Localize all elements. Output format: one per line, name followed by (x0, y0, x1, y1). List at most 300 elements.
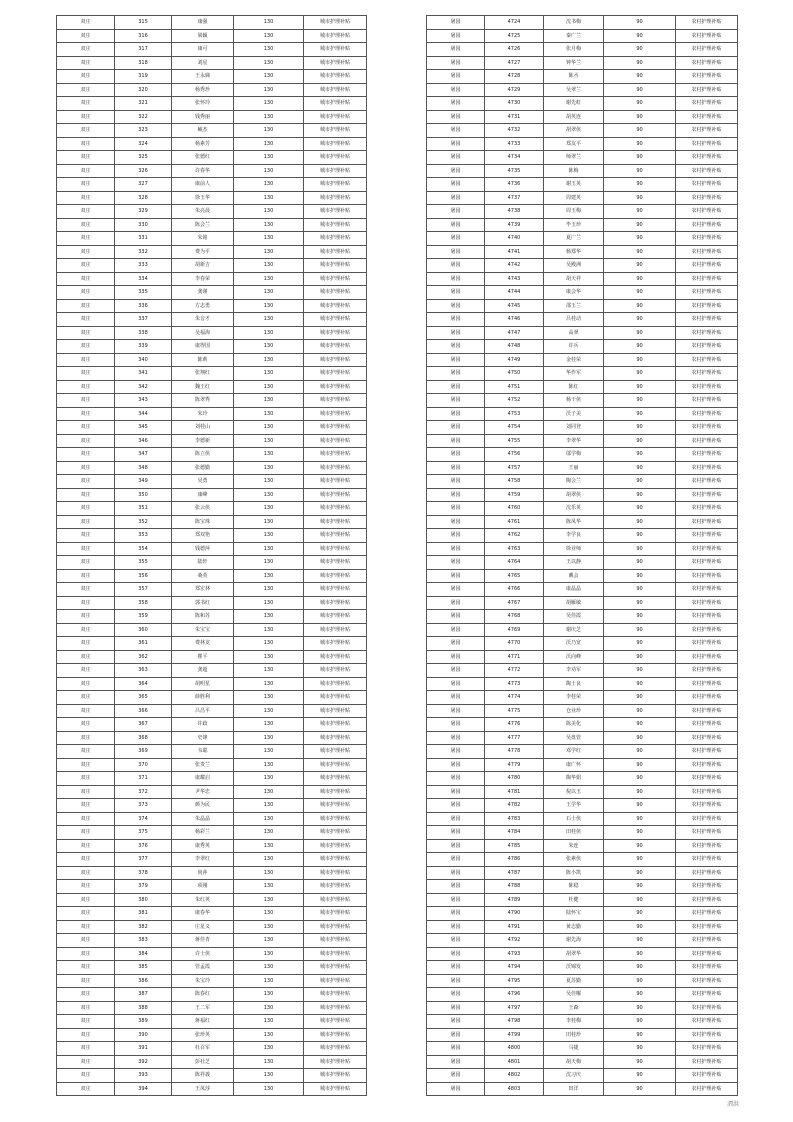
name-cell: 许政 (172, 718, 234, 732)
town-cell: 双庄 (57, 461, 115, 475)
town-cell: 屠园 (427, 650, 485, 664)
serial-cell: 4783 (485, 812, 544, 826)
amount-cell: 90 (604, 961, 676, 975)
town-cell: 双庄 (57, 610, 115, 624)
table-row (57, 637, 367, 651)
type-cell: 农村护理补贴 (676, 380, 738, 394)
type-cell: 农村护理补贴 (676, 421, 738, 435)
table-row (57, 191, 367, 205)
serial-cell: 4764 (485, 556, 544, 570)
type-cell: 农村护理补贴 (676, 502, 738, 516)
name-cell: 胡雁敏 (544, 596, 604, 610)
table-row (57, 218, 367, 232)
serial-cell: 4729 (485, 83, 544, 97)
serial-cell: 4727 (485, 56, 544, 70)
serial-cell: 4775 (485, 704, 544, 718)
name-cell: 钟华兰 (544, 56, 604, 70)
table-row (427, 664, 738, 678)
table-row (427, 677, 738, 691)
town-cell: 双庄 (57, 421, 115, 435)
table-row (57, 380, 367, 394)
serial-cell: 363 (115, 664, 172, 678)
type-cell: 城市护理补贴 (304, 367, 367, 381)
amount-cell: 130 (234, 623, 304, 637)
type-cell: 农村护理补贴 (676, 758, 738, 772)
table-row (57, 1069, 367, 1083)
town-cell: 屠园 (427, 97, 485, 111)
type-cell: 城市护理补贴 (304, 515, 367, 529)
type-cell: 城市护理补贴 (304, 1028, 367, 1042)
serial-cell: 4790 (485, 907, 544, 921)
table-row (427, 97, 738, 111)
table-row (427, 1028, 738, 1042)
table-row (427, 178, 738, 192)
serial-cell: 4745 (485, 299, 544, 313)
amount-cell: 90 (604, 380, 676, 394)
serial-cell: 350 (115, 488, 172, 502)
right-table-body (427, 16, 738, 1096)
town-cell: 双庄 (57, 691, 115, 705)
table-row (427, 394, 738, 408)
table-row (427, 83, 738, 97)
type-cell: 城市护理补贴 (304, 974, 367, 988)
town-cell: 屠园 (427, 785, 485, 799)
name-cell: 朱亮晨 (172, 205, 234, 219)
table-row (57, 1055, 367, 1069)
type-cell: 城市护理补贴 (304, 502, 367, 516)
table-row (57, 893, 367, 907)
type-cell: 农村护理补贴 (676, 947, 738, 961)
serial-cell: 4731 (485, 110, 544, 124)
amount-cell: 90 (604, 29, 676, 43)
type-cell: 农村护理补贴 (676, 799, 738, 813)
serial-cell: 4757 (485, 461, 544, 475)
table-row (427, 272, 738, 286)
name-cell: 陈和苏 (172, 610, 234, 624)
serial-cell: 4796 (485, 988, 544, 1002)
serial-cell: 4786 (485, 853, 544, 867)
table-row (57, 1001, 367, 1015)
town-cell: 双庄 (57, 70, 115, 84)
table-row (57, 326, 367, 340)
serial-cell: 4728 (485, 70, 544, 84)
type-cell: 农村护理补贴 (676, 272, 738, 286)
name-cell: 桑英 (172, 569, 234, 583)
amount-cell: 90 (604, 1015, 676, 1029)
type-cell: 城市护理补贴 (304, 907, 367, 921)
table-row (57, 488, 367, 502)
table-row (57, 610, 367, 624)
town-cell: 双庄 (57, 340, 115, 354)
amount-cell: 90 (604, 623, 676, 637)
name-cell: 沃锦发 (544, 961, 604, 975)
table-row (427, 988, 738, 1002)
name-cell: 梁颖 (172, 29, 234, 43)
serial-cell: 332 (115, 245, 172, 259)
serial-cell: 4760 (485, 502, 544, 516)
left-subsidy-table (56, 15, 367, 1096)
town-cell: 屠园 (427, 1015, 485, 1029)
serial-cell: 4768 (485, 610, 544, 624)
name-cell: 张翔红 (172, 367, 234, 381)
table-row (57, 785, 367, 799)
name-cell: 许兵 (544, 340, 604, 354)
town-cell: 屠园 (427, 920, 485, 934)
table-row (427, 191, 738, 205)
amount-cell: 130 (234, 556, 304, 570)
serial-cell: 345 (115, 421, 172, 435)
table-row (427, 461, 738, 475)
table-row (427, 164, 738, 178)
serial-cell: 4753 (485, 407, 544, 421)
town-cell: 屠园 (427, 718, 485, 732)
amount-cell: 90 (604, 515, 676, 529)
amount-cell: 130 (234, 839, 304, 853)
amount-cell: 130 (234, 272, 304, 286)
town-cell: 屠园 (427, 583, 485, 597)
type-cell: 农村护理补贴 (676, 137, 738, 151)
amount-cell: 130 (234, 934, 304, 948)
town-cell: 屠园 (427, 259, 485, 273)
name-cell: 陶会兰 (544, 475, 604, 489)
serial-cell: 4779 (485, 758, 544, 772)
type-cell: 城市护理补贴 (304, 70, 367, 84)
amount-cell: 130 (234, 394, 304, 408)
serial-cell: 351 (115, 502, 172, 516)
amount-cell: 130 (234, 542, 304, 556)
town-cell: 屠园 (427, 16, 485, 30)
type-cell: 农村护理补贴 (676, 97, 738, 111)
town-cell: 屠园 (427, 1082, 485, 1096)
town-cell: 屠园 (427, 164, 485, 178)
type-cell: 城市护理补贴 (304, 313, 367, 327)
table-row (57, 920, 367, 934)
table-row (57, 70, 367, 84)
name-cell: 康会华 (544, 286, 604, 300)
name-cell: 朱红英 (172, 893, 234, 907)
type-cell: 城市护理补贴 (304, 556, 367, 570)
amount-cell: 130 (234, 1082, 304, 1096)
serial-cell: 365 (115, 691, 172, 705)
amount-cell: 130 (234, 353, 304, 367)
name-cell: 蒋佳青 (172, 934, 234, 948)
serial-cell: 335 (115, 286, 172, 300)
town-cell: 屠园 (427, 178, 485, 192)
town-cell: 双庄 (57, 353, 115, 367)
type-cell: 城市护理补贴 (304, 799, 367, 813)
table-row (427, 515, 738, 529)
amount-cell: 130 (234, 218, 304, 232)
type-cell: 农村护理补贴 (676, 718, 738, 732)
type-cell: 农村护理补贴 (676, 151, 738, 165)
name-cell: 胡明星 (172, 677, 234, 691)
town-cell: 双庄 (57, 110, 115, 124)
amount-cell: 90 (604, 920, 676, 934)
town-cell: 屠园 (427, 43, 485, 57)
table-row (57, 205, 367, 219)
amount-cell: 130 (234, 380, 304, 394)
amount-cell: 90 (604, 893, 676, 907)
town-cell: 屠园 (427, 731, 485, 745)
table-row (57, 758, 367, 772)
town-cell: 双庄 (57, 151, 115, 165)
type-cell: 农村护理补贴 (676, 178, 738, 192)
serial-cell: 4737 (485, 191, 544, 205)
type-cell: 城市护理补贴 (304, 1055, 367, 1069)
table-row (57, 623, 367, 637)
type-cell: 城市护理补贴 (304, 124, 367, 138)
town-cell: 屠园 (427, 137, 485, 151)
table-row (427, 799, 738, 813)
type-cell: 城市护理补贴 (304, 1082, 367, 1096)
name-cell: 许士侠 (172, 947, 234, 961)
amount-cell: 90 (604, 245, 676, 259)
name-cell: 朱玲 (172, 407, 234, 421)
type-cell: 农村护理补贴 (676, 110, 738, 124)
serial-cell: 4793 (485, 947, 544, 961)
amount-cell: 130 (234, 1069, 304, 1083)
amount-cell: 130 (234, 83, 304, 97)
type-cell: 城市护理补贴 (304, 745, 367, 759)
type-cell: 城市护理补贴 (304, 1001, 367, 1015)
type-cell: 农村护理补贴 (676, 596, 738, 610)
type-cell: 农村护理补贴 (676, 826, 738, 840)
name-cell: 邵玉兰 (544, 299, 604, 313)
amount-cell: 90 (604, 583, 676, 597)
type-cell: 城市护理补贴 (304, 380, 367, 394)
amount-cell: 90 (604, 988, 676, 1002)
amount-cell: 90 (604, 286, 676, 300)
type-cell: 城市护理补贴 (304, 529, 367, 543)
town-cell: 屠园 (427, 56, 485, 70)
table-row (427, 947, 738, 961)
amount-cell: 130 (234, 731, 304, 745)
amount-cell: 130 (234, 826, 304, 840)
type-cell: 农村护理补贴 (676, 1015, 738, 1029)
name-cell: 彭社芝 (172, 1055, 234, 1069)
amount-cell: 90 (604, 1042, 676, 1056)
table-row (427, 475, 738, 489)
town-cell: 屠园 (427, 772, 485, 786)
type-cell: 城市护理补贴 (304, 272, 367, 286)
serial-cell: 321 (115, 97, 172, 111)
amount-cell: 90 (604, 218, 676, 232)
table-row (57, 529, 367, 543)
town-cell: 屠园 (427, 1042, 485, 1056)
town-cell: 屠园 (427, 502, 485, 516)
serial-cell: 361 (115, 637, 172, 651)
serial-cell: 4797 (485, 1001, 544, 1015)
table-row (427, 205, 738, 219)
type-cell: 农村护理补贴 (676, 232, 738, 246)
type-cell: 农村护理补贴 (676, 988, 738, 1002)
table-row (57, 839, 367, 853)
type-cell: 农村护理补贴 (676, 704, 738, 718)
town-cell: 双庄 (57, 704, 115, 718)
type-cell: 农村护理补贴 (676, 488, 738, 502)
amount-cell: 90 (604, 56, 676, 70)
amount-cell: 90 (604, 785, 676, 799)
name-cell: 陈小凯 (544, 866, 604, 880)
serial-cell: 4756 (485, 448, 544, 462)
type-cell: 城市护理补贴 (304, 340, 367, 354)
serial-cell: 337 (115, 313, 172, 327)
type-cell: 城市护理补贴 (304, 110, 367, 124)
serial-cell: 4747 (485, 326, 544, 340)
amount-cell: 130 (234, 880, 304, 894)
amount-cell: 90 (604, 664, 676, 678)
table-row (57, 353, 367, 367)
type-cell: 农村护理补贴 (676, 610, 738, 624)
table-row (427, 758, 738, 772)
amount-cell: 130 (234, 70, 304, 84)
type-cell: 城市护理补贴 (304, 758, 367, 772)
type-cell: 城市护理补贴 (304, 718, 367, 732)
amount-cell: 130 (234, 569, 304, 583)
serial-cell: 349 (115, 475, 172, 489)
name-cell: 吕昌平 (172, 704, 234, 718)
amount-cell: 90 (604, 326, 676, 340)
town-cell: 双庄 (57, 178, 115, 192)
name-cell: 田桂侠 (544, 826, 604, 840)
amount-cell: 130 (234, 772, 304, 786)
serial-cell: 359 (115, 610, 172, 624)
table-row (427, 502, 738, 516)
town-cell: 屠园 (427, 313, 485, 327)
amount-cell: 90 (604, 839, 676, 853)
amount-cell: 90 (604, 853, 676, 867)
town-cell: 双庄 (57, 299, 115, 313)
name-cell: 朱音才 (172, 313, 234, 327)
name-cell: 谢庆芝 (544, 623, 604, 637)
serial-cell: 340 (115, 353, 172, 367)
table-row (427, 704, 738, 718)
type-cell: 农村护理补贴 (676, 407, 738, 421)
amount-cell: 130 (234, 461, 304, 475)
serial-cell: 371 (115, 772, 172, 786)
serial-cell: 4766 (485, 583, 544, 597)
town-cell: 屠园 (427, 394, 485, 408)
type-cell: 农村护理补贴 (676, 205, 738, 219)
type-cell: 农村护理补贴 (676, 569, 738, 583)
type-cell: 城市护理补贴 (304, 137, 367, 151)
type-cell: 农村护理补贴 (676, 772, 738, 786)
amount-cell: 90 (604, 934, 676, 948)
name-cell: 张怀玲 (172, 97, 234, 111)
serial-cell: 375 (115, 826, 172, 840)
type-cell: 城市护理补贴 (304, 1015, 367, 1029)
table-row (427, 1055, 738, 1069)
type-cell: 城市护理补贴 (304, 650, 367, 664)
table-row (427, 812, 738, 826)
table-row (427, 421, 738, 435)
amount-cell: 130 (234, 475, 304, 489)
type-cell: 农村护理补贴 (676, 866, 738, 880)
name-cell: 邬学梅 (544, 448, 604, 462)
type-cell: 农村护理补贴 (676, 367, 738, 381)
serial-cell: 342 (115, 380, 172, 394)
type-cell: 农村护理补贴 (676, 16, 738, 30)
amount-cell: 90 (604, 407, 676, 421)
serial-cell: 336 (115, 299, 172, 313)
amount-cell: 130 (234, 245, 304, 259)
serial-cell: 4749 (485, 353, 544, 367)
name-cell: 胡翠华 (544, 947, 604, 961)
type-cell: 城市护理补贴 (304, 421, 367, 435)
name-cell: 瞿平 (172, 650, 234, 664)
amount-cell: 90 (604, 745, 676, 759)
type-cell: 农村护理补贴 (676, 326, 738, 340)
table-row (427, 448, 738, 462)
type-cell: 农村护理补贴 (676, 83, 738, 97)
table-row (427, 893, 738, 907)
serial-cell: 317 (115, 43, 172, 57)
amount-cell: 90 (604, 637, 676, 651)
name-cell: 沈书梅 (544, 16, 604, 30)
town-cell: 屠园 (427, 691, 485, 705)
town-cell: 双庄 (57, 637, 115, 651)
serial-cell: 4742 (485, 259, 544, 273)
amount-cell: 130 (234, 326, 304, 340)
serial-cell: 390 (115, 1028, 172, 1042)
serial-cell: 4740 (485, 232, 544, 246)
name-cell: 华作军 (544, 367, 604, 381)
amount-cell: 90 (604, 677, 676, 691)
serial-cell: 4787 (485, 866, 544, 880)
serial-cell: 381 (115, 907, 172, 921)
serial-cell: 394 (115, 1082, 172, 1096)
amount-cell: 130 (234, 434, 304, 448)
town-cell: 双庄 (57, 947, 115, 961)
town-cell: 双庄 (57, 407, 115, 421)
town-cell: 屠园 (427, 488, 485, 502)
type-cell: 城市护理补贴 (304, 947, 367, 961)
table-row (427, 731, 738, 745)
type-cell: 城市护理补贴 (304, 56, 367, 70)
type-cell: 农村护理补贴 (676, 461, 738, 475)
town-cell: 双庄 (57, 488, 115, 502)
type-cell: 城市护理补贴 (304, 596, 367, 610)
type-cell: 农村护理补贴 (676, 340, 738, 354)
table-row (427, 137, 738, 151)
town-cell: 屠园 (427, 151, 485, 165)
serial-cell: 379 (115, 880, 172, 894)
name-cell: 康晶晶 (544, 583, 604, 597)
town-cell: 双庄 (57, 731, 115, 745)
table-row (57, 934, 367, 948)
name-cell: 王凤莎 (172, 1082, 234, 1096)
table-row (57, 961, 367, 975)
table-row (427, 920, 738, 934)
name-cell: 张珍英 (172, 1028, 234, 1042)
serial-cell: 4725 (485, 29, 544, 43)
name-cell: 张素侠 (544, 853, 604, 867)
name-cell: 张贵兰 (172, 758, 234, 772)
town-cell: 双庄 (57, 124, 115, 138)
table-row (427, 1015, 738, 1029)
town-cell: 双庄 (57, 502, 115, 516)
table-row (57, 43, 367, 57)
name-cell: 尹华忠 (172, 785, 234, 799)
table-row (57, 461, 367, 475)
table-row (427, 1082, 738, 1096)
serial-cell: 4730 (485, 97, 544, 111)
name-cell: 陈梅 (544, 164, 604, 178)
serial-cell: 344 (115, 407, 172, 421)
table-row (427, 124, 738, 138)
amount-cell: 90 (604, 1055, 676, 1069)
name-cell: 倪以玉 (544, 785, 604, 799)
